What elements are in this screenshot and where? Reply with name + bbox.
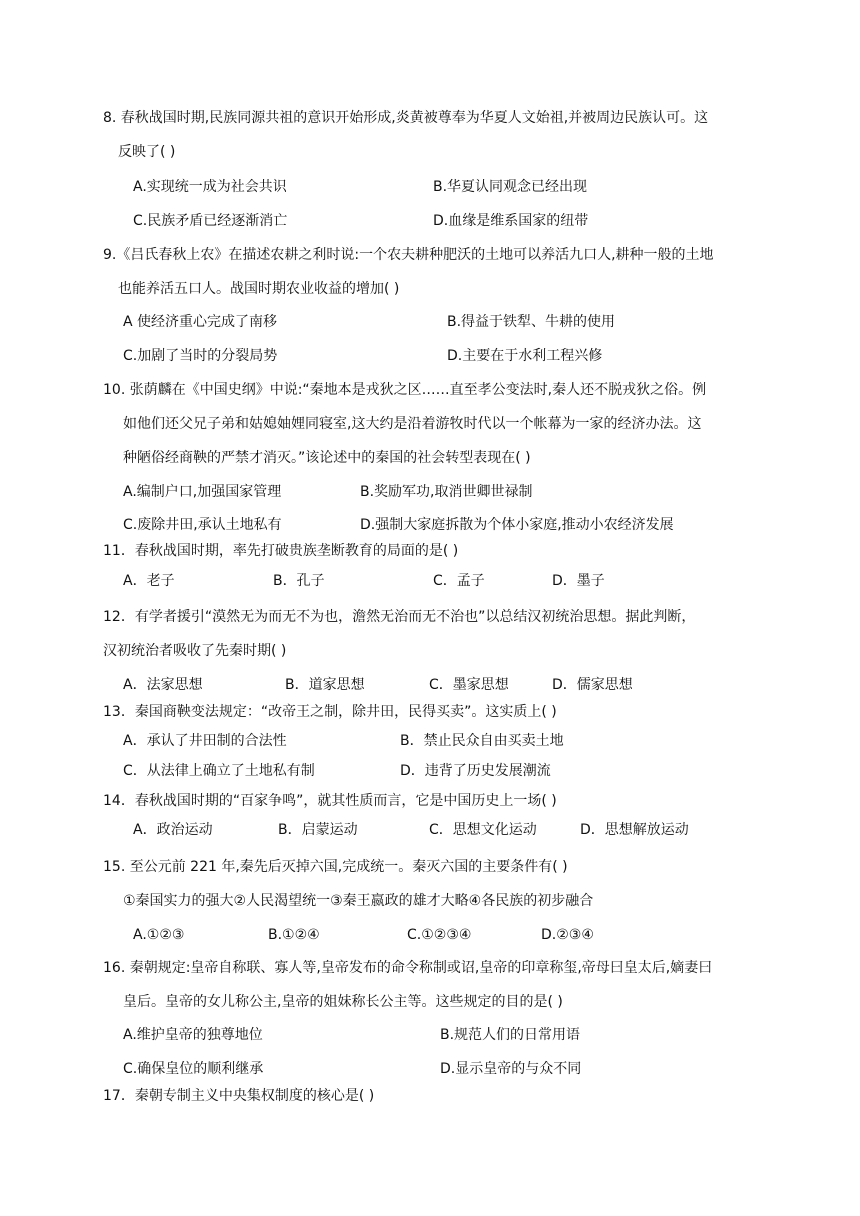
question-15-option-c: C.①②③④ — [407, 927, 472, 943]
question-14-option-b: B．启蒙运动 — [278, 822, 358, 838]
question-16-option-d: D.显示皇帝的与众不同 — [440, 1061, 582, 1077]
question-12-option-d: D．儒家思想 — [552, 677, 633, 693]
question-12-option-a: A．法家思想 — [123, 677, 203, 693]
question-12-line-1: 12．有学者援引“漠然无为而无不为也，澹然无治而无不治也”以总结汉初统治思想。据此判断， — [103, 609, 696, 625]
question-8-option-b: B.华夏认同观念已经出现 — [433, 179, 588, 195]
question-14-option-c: C．思想文化运动 — [429, 822, 537, 838]
question-12-option-b: B．道家思想 — [285, 677, 365, 693]
question-9-line-1: 9.《吕氏春秋上农》在描述农耕之利时说:一个农夫耕种肥沃的土地可以养活九口人,耕种一般的土地 — [103, 247, 714, 263]
question-11-line-1: 11．春秋战国时期，率先打破贵族垄断教育的局面的是( ) — [103, 543, 459, 559]
question-9-option-b: B.得益于铁犁、牛耕的使用 — [447, 314, 616, 330]
question-13-option-c: C．从法律上确立了土地私有制 — [123, 763, 315, 779]
question-8-line-2: 反映了( ) — [118, 144, 176, 160]
question-11-option-b: B．孔子 — [273, 573, 325, 589]
question-11-option-c: C．孟子 — [433, 573, 485, 589]
question-11-option-a: A．老子 — [123, 573, 175, 589]
question-14-line-1: 14．春秋战国时期的“百家争鸣”，就其性质而言，它是中国历史上一场( ) — [103, 793, 557, 809]
question-10-option-d: D.强制大家庭拆散为个体小家庭,推动小农经济发展 — [360, 517, 674, 533]
question-13-option-d: D．违背了历史发展潮流 — [400, 763, 551, 779]
question-12-line-2: 汉初统治者吸收了先秦时期( ) — [103, 643, 287, 659]
question-10-option-a: A.编制户口,加强国家管理 — [123, 484, 282, 500]
question-15-option-a: A.①②③ — [133, 927, 185, 943]
question-8-option-d: D.血缘是维系国家的纽带 — [433, 213, 589, 229]
question-9-line-2: 也能养活五口人。战国时期农业收益的增加( ) — [118, 281, 400, 297]
question-9-option-c: C.加剧了当时的分裂局势 — [123, 348, 278, 364]
question-14-option-a: A．政治运动 — [133, 822, 213, 838]
question-9-option-a: A 使经济重心完成了南移 — [123, 314, 278, 330]
question-10-line-1: 10. 张荫麟在《中国史纲》中说:“秦地本是戎狄之区……直至孝公变法时,秦人还不脱戎狄之俗。例 — [103, 382, 707, 398]
question-17-line-1: 17．秦朝专制主义中央集权制度的核心是( ) — [103, 1088, 375, 1104]
question-10-line-3: 种陋俗经商鞅的严禁才消灭。”该论述中的秦国的社会转型表现在( ) — [123, 450, 531, 466]
question-8-option-c: C.民族矛盾已经逐渐消亡 — [133, 213, 288, 229]
question-12-option-c: C．墨家思想 — [429, 677, 509, 693]
question-15-option-d: D.②③④ — [541, 927, 594, 943]
question-16-option-a: A.维护皇帝的独尊地位 — [123, 1027, 263, 1043]
question-15-line-2: ①秦国实力的强大②人民渴望统一③秦王嬴政的雄才大略④各民族的初步融合 — [123, 893, 594, 909]
question-16-option-c: C.确保皇位的顺利继承 — [123, 1061, 264, 1077]
question-11-option-d: D．墨子 — [552, 573, 605, 589]
question-15-line-1: 15. 至公元前 221 年,秦先后灭掉六国,完成统一。秦灭六国的主要条件有( ) — [103, 859, 568, 875]
question-8-option-a: A.实现统一成为社会共识 — [133, 179, 287, 195]
question-9-option-d: D.主要在于水利工程兴修 — [447, 348, 603, 364]
question-14-option-d: D．思想解放运动 — [580, 822, 689, 838]
question-16-line-1: 16. 秦朝规定:皇帝自称联、寡人等,皇帝发布的命令称制或诏,皇帝的印章称玺,帝母曰皇太后,嫡妻曰 — [103, 960, 713, 976]
question-10-option-c: C.废除井田,承认土地私有 — [123, 517, 282, 533]
question-15-option-b: B.①②④ — [268, 927, 320, 943]
question-16-line-2: 皇后。皇帝的女儿称公主,皇帝的姐妹称长公主等。这些规定的目的是( ) — [123, 994, 563, 1010]
question-10-line-2: 如他们还父兄子弟和姑媳妯娌同寝室,这大约是沿着游牧时代以一个帐幕为一家的经济办法。这 — [123, 416, 702, 432]
question-13-option-b: B．禁止民众自由买卖土地 — [400, 733, 564, 749]
question-13-line-1: 13．秦国商鞅变法规定：“改帝王之制，除井田，民得买卖”。这实质上( ) — [103, 704, 557, 720]
question-13-option-a: A．承认了井田制的合法性 — [123, 733, 287, 749]
question-10-option-b: B.奖励军功,取消世卿世禄制 — [360, 484, 533, 500]
question-8-line-1: 8. 春秋战国时期,民族同源共祖的意识开始形成,炎黄被尊奉为华夏人文始祖,并被周边民族认可。这 — [103, 110, 709, 126]
question-16-option-b: B.规范人们的日常用语 — [440, 1027, 581, 1043]
